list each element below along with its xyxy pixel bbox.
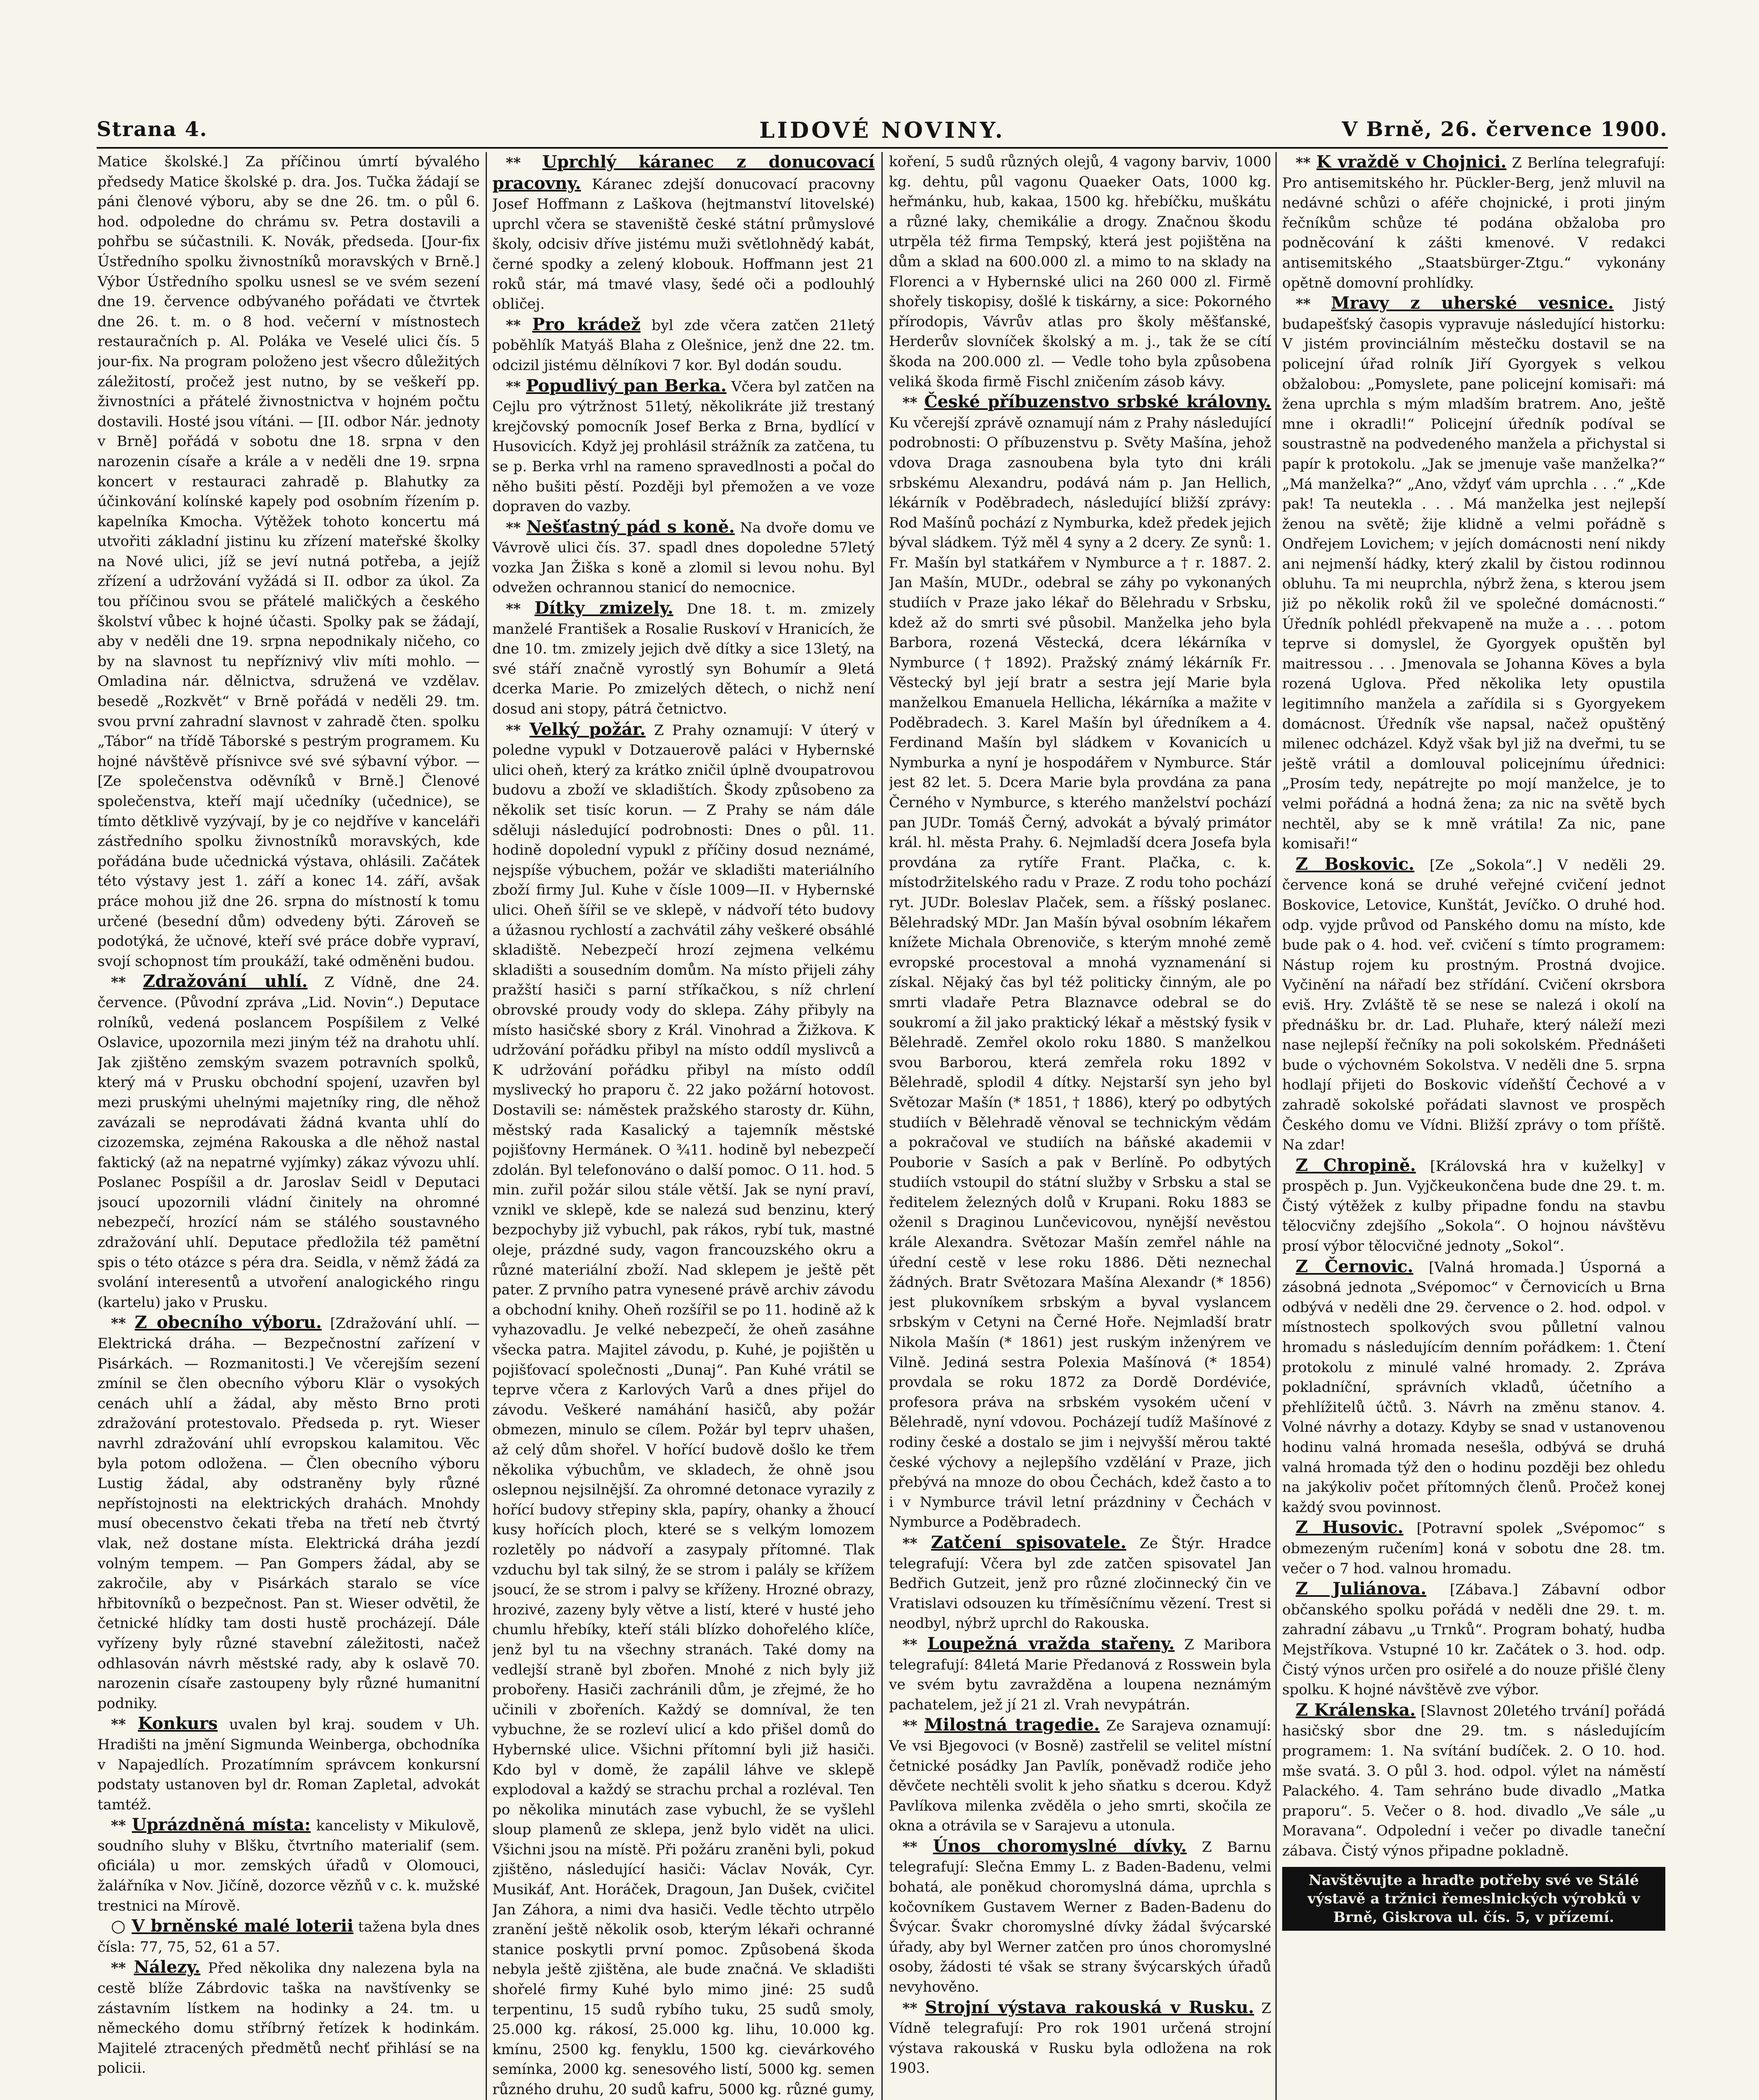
article: ** Uprázdněná místa: kancelisty v Mikulově, soudního sluhy v Blšku, čtvrtního materialif (sem. oficiála) u mor. zemských úřadů v Olomouci, žalářníka v Nov. Jičíně, dozorce vězňů v c. k. mužské trestnici na Mírově.: [97, 1815, 480, 1914]
article-heading: Pro krádež: [532, 314, 641, 334]
article: ** Nálezy. Před několika dny nalezena byla na cestě blíže Zábrdovic taška na navštívenky se zástavním lístkem na hodinky a 24. tm. u německého domu stříbrný řetízek k hodinkám. Majitelé ztracených předmětů nechť přihlásí se na policii.: [97, 1957, 480, 2077]
article: [1282, 854, 1665, 1155]
column-divider: [881, 152, 883, 2100]
article-body: Z Barnu telegrafují: Slečna Emmy L. z Baden-Badenu, velmi bohatá, ale poněkud choromyslná dáma, uprchla s kočovníkem Gustavem Werner z Baden-Badenu do Švýcar. Švakr choromyslné dívky žádal švýcarské úřady, aby byl Werner zatčen pro únos choromyslné osoby, žádosti té však se strany švýcarských úřadů nevyhověno.: [889, 1838, 1271, 1996]
article-heading: Zatčení spisovatele.: [931, 1532, 1127, 1552]
article: ** Zdražování uhlí. Z Vídně, dne 24. července. (Původní zpráva „Lid. Novin“.) Deputace rolníků, vedená poslancem Pospíšilem z Velké Oslavice, upozornila mezi jiným též na drahotu uhlí. Jak zjištěno zemským svazem potravních spolků, který má v Prusku obchodní spojení, uzavřen byl mezi pruskými uhelnými majetníky ring, dle něhož zavázali se neprodávati žádná kvanta uhlí do cizozemska, zejména Rakouska a dle něhož nastal faktický (až na nepatrné vyjímky) zákaz vývozu uhlí. Poslanec Pospíšil a dr. Jaroslav Seidl v Deputaci jsoucí upozornili vládní činitely na ohromné nebezpečí, hrozící nám se stálého soustavného zdražování uhlí. Deputace předložila též pamětní spis o této otázce s péra dra. Seidla, v němž žádá za svolání interesentů a utvoření analogického ringu (kartelu) jako v Prusku.: [97, 971, 480, 1311]
article-heading: Zdražování uhlí.: [143, 971, 308, 992]
column-divider: [486, 152, 487, 2100]
article-body: [Královská hra v kuželky] v prospěch p. Jun. Vyjčkeukončena bude dne 29. t. m. Čistý výtěžek z kulby připadne fondu na stavbu tělocvičny zdejšího „Sokola“. O hojnou návštěvu prosí výbor tělocvičné jednoty „Sokol“.: [1282, 1158, 1665, 1255]
article-body: Z Vídně telegrafují: Pro rok 1901 určená strojní výstava rakouská v Rusku byla odložena na rok 1903.: [889, 2000, 1271, 2077]
article-body: Ku včerejší zprávě oznamují nám z Prahy následující podrobnosti: O příbuzenstvu p. Světy Mašína, jehož vdova Draga zasnoubena byla tyto dni králi srbskému Alexandru, podává nám p. Jan Hellich, lékárník v Poděbradech, následující bližší zprávy: Rod Mašínů pochází z Nymburka, kdež předek jejich býval sládkem. Týž měl 4 syny a 2 dcery. Ze synů: 1. Fr. Mašín byl statkářem v Nymburce a † r. 1887. 2. Jan Mašín, MUDr., odebral se záhy po vykonaných studiích v Praze jako lékař do Bělehradu v Srbsku, kdež až do smrti své působil. Manželka jeho byla Barbora, rozená Věstecká, dcera lékárníka v Nymburce († 1892). Pražský známý lékárník Fr. Věstecký byl její bratr a sestra její Marie byla manželkou Emanuela Hellicha, lékárníka a mažite v Poděbradech. 3. Karel Mašín byl úředníkem a 4. Ferdinand Mašín byl sládkem v Kovanicích u Nymburka a nyní je hospodářem v Nymburce. Stár jest 82 let. 5. Dcera Marie byla provdána za pana Černého v Nymburce, s kterého manželství pochází pan JUDr. Tomáš Černý, advokát a bývalý primátor král. hl. města Prahy. 6. Nejmladší dcera Josefa byla provdána za rytíře Frant. Plačka, c. k. místodržitelského radu v Praze. Z rodu toho pochází ryt. JUDr. Boleslav Plaček, sem. a říšský poslanec. Bělehradský MDr. Jan Mašín býval osobním lékařem knížete Michala Obrenoviče, s kterým mnohé země evropské procestoval a mnohá vyznamenání si získal. Nějaký čas byl též politicky činným, ale po smrti vladaře Petra Blaznavce odebral se do soukromí a žil jako praktický lékař a městský fysik v Bělehradě. Zemřel okolo roku 1880. S manželkou svou Barborou, která zemřela roku 1892 v Bělehradě, splodil 4 dítky. Nejstarší syn jeho byl Světozar Mašín (* 1851, † 1886), který po odbytých studiích v Bělehradě věnoval se technickým vědám a pokračoval ve studiích na báňské akademii v Pouborie v Sasích a pak v Berlíně. Po odbytých studiích vstoupil do státní služby v Srbsku a stal se ředitelem železných dolů v Krupani. Roku 1883 se oženil s Draginou Lunčevicovou, nynější nevěstou krále Alexandra. Světozar Mašín zemřel náhle na úřední cestě v lese roku 1886. Děti neznechal žádných. Bratr Světozara Mašína Alexandr (* 1856) jest plukovníkem srbským a byval vyslancem srbským v Cetyni na Černé Hoře. Nejmladší bratr Nikola Mašín (* 1861) jest ruským inženýrem ve Vilně. Jediná sestra Polexia Mašínová (* 1854) provdala se roku 1872 za Dordě Dordéviće, profesora práva na srbském vysokém učení v Bělehradě, nyní vdovou. Pocházejí tudíž Mašínové z rodiny české a dostalo se jim i nejvyšší měrou takté české výchovy a nejlepšího vzdělání v Praze, jich přebývá na mnoze do obou Čechách, kdež často a to i v Nymburce trávil letní prázdniny v Čechách v Nymburce a Poděbradech.: [889, 414, 1271, 1531]
article-heading: České příbuzenstvo srbské královny.: [924, 392, 1271, 412]
article-body: [Ze „Sokola“.] V neděli 29. července koná se druhé veřejné cvičení jednot Boskovice, Letovice, Kunštát, Jevíčko. O druhé hod. odp. vyjde průvod od Panského domu na místo, kde bude pak o 4. hod. veř. cvičení s tímto programem: Nástup rojem ku prostným. Prostná dvojice. Vyčinění na nářadí bez střídání. Cvičení okrsbora eviš. Hry. Zvláště tě se nese se nalezá i okolí na přednášku br. dr. Lad. Pluhaře, který náleží mezi nase nejlepší řečníky na poli sokolském. Přednášeti bude o výchovném Sokolstva. V neděli dne 5. srpna hodlají přijeti do Boskovic vídeňští Čechové a v zahradě sokolské pořádati slavnost ve prospěch Českého domu ve Vídni. Bližší zprávy o tom příště. Na zdar!: [1282, 856, 1665, 1154]
column-divider: [1275, 152, 1277, 2100]
article-body: Jistý budapešťský časopis vypravuje následující historku: V jistém provinciálním městečku dostavil se na policejní úřad rolník Jiří Gyorgyek s velkou obžalobou: „Pomyslete, pane policejní komisaři: má žena uprchla s mým mladším bratrem. Ano, ještě mne i okradli!“ Policejní úředník podíval se soustrastně na podvedeného manžela a přichystal si papír k protokolu. „Jak se jmenuje vaše manželka?“ „Má manželka?“ „Ano, vždyť vám uprchla . . .“ „Kde pak! Ta neutekla . . . Má manželka jest nejlepší ženou na světě; žije klidně a velmi pořádně s Ondřejem Lovichem; v jejích domácnosti není nikdy ani nejmenší hádky, který zkalil by čistou rodinnou obluhu. Ta mi neuprchla, nýbrž žena, s kterou jsem již po několik roků žil ve společné domácnosti.“ Úředník pohlédl překvapeně na muže a . . . potom teprve si domyslel, že Gyorgyek opuštěn byl maitressou . . . Jmenovala se Johanna Köves a byla rozená Uglova. Před několika lety opustila legitimního manžela a zařídila si s Gyorgyekem domácnost. Úředník vše napsal, načež opuštěný milenec odcházel. Když však byl již na dveřmi, tu se ještě vrátil a domlouval policejnímu úřednici: „Prosím tedy, nepátrejte po mojí manželce, je to velmi pořádná a hodná žena; za nic na světě bych nechtěl, aby se k mně vrátila! Za nic, pane komisaři!“: [1282, 296, 1665, 853]
article-body: [Zábava.] Zábavní odbor občanského spolku pořádá v neděli dne 29. t. m. zahradní zábavu „u Trnků“. Program bohatý, hudba Mejstříkova. Vstupné 10 kr. Začátek o 3. hod. odp. Čistý výnos určen pro osiřelé a do nouze přišlé členy spolku. K hojné návštěvě zve výbor.: [1282, 1581, 1665, 1698]
article-heading: Z Boskovic.: [1296, 854, 1415, 874]
article-body: Ze Štýr. Hradce telegrafují: Včera byl zde zatčen spisovatel Jan Bedřich Gutzeit, jenž pro různé zločinnecký čin ve Vratislavi odsouzen ku tříměsíčnímu vězení. Trest si neodbyl, nýbrž uprchl do Rakouska.: [889, 1535, 1271, 1632]
column-3: [889, 152, 1271, 2100]
article: ** Pro krádež byl zde včera zatčen 21letý poběhlík Matyáš Blaha z Olešnice, jenž dne 22. tm. odcizil jistému dělníkovi 7 kor. Byl dodán soudu.: [492, 314, 875, 374]
article-heading: Strojní výstava rakouská v Rusku.: [925, 1997, 1254, 2017]
article: ** České příbuzenstvo srbské královny. Ku včerejší zprávě oznamují nám z Prahy následující podrobnosti: O příbuzenstvu p. Světy Mašína, jehož vdova Draga zasnoubena byla tyto dni králi srbskému Alexandru, podává nám p. Jan Hellich, lékárník v Poděbradech, následující bližší zprávy: Rod Mašínů pochází z Nymburka, kdež předek jejich býval sládkem. Týž měl 4 syny a 2 dcery. Ze synů: 1. Fr. Mašín byl statkářem v Nymburce a † r. 1887. 2. Jan Mašín, MUDr., odebral se záhy po vykonaných studiích v Praze jako lékař do Bělehradu v Srbsku, kdež až do smrti své působil. Manželka jeho byla Barbora, rozená Věstecká, dcera lékárníka v Nymburce († 1892). Pražský známý lékárník Fr. Věstecký byl její bratr a sestra její Marie byla manželkou Emanuela Hellicha, lékárníka a mažite v Poděbradech. 3. Karel Mašín byl úředníkem a 4. Ferdinand Mašín byl sládkem v Kovanicích u Nymburka a nyní je hospodářem v Nymburce. Stár jest 82 let. 5. Dcera Marie byla provdána za pana Černého v Nymburce, s kterého manželství pochází pan JUDr. Tomáš Černý, advokát a bývalý primátor král. hl. města Prahy. 6. Nejmladší dcera Josefa byla provdána za rytíře Frant. Plačka, c. k. místodržitelského radu v Praze. Z rodu toho pochází ryt. JUDr. Boleslav Plaček, sem. a říšský poslanec. Bělehradský MDr. Jan Mašín býval osobním lékařem knížete Michala Obrenoviče, s kterým mnohé země evropské procestoval a mnohá vyznamenání si získal. Nějaký čas byl též politicky činným, ale po smrti vladaře Petra Blaznavce odebral se do soukromí a žil jako praktický lékař a městský fysik v Bělehradě. Zemřel okolo roku 1880. S manželkou svou Barborou, která zemřela roku 1892 v Bělehradě, splodil 4 dítky. Nejstarší syn jeho byl Světozar Mašín (* 1851, † 1886), který po odbytých studiích v Bělehradě věnoval se technickým vědám a pokračoval ve studiích na báňské akademii v Pouborie v Sasích a pak v Berlíně. Po odbytých studiích vstoupil do státní služby v Srbsku a stal se ředitelem železných dolů v Krupani. Roku 1883 se oženil s Draginou Lunčevicovou, nynější nevěstou krále Alexandra. Světozar Mašín zemřel náhle na úřední cestě v lese roku 1886. Děti neznechal žádných. Bratr Světozara Mašína Alexandr (* 1856) jest plukovníkem srbským a byval vyslancem srbským v Cetyni na Černé Hoře. Nejmladší bratr Nikola Mašín (* 1861) jest ruským inženýrem ve Vilně. Jediná sestra Polexia Mašínová (* 1854) provdala se roku 1872 za Dordě Dordéviće, profesora práva na srbském vysokém učení v Bělehradě, nyní vdovou. Pocházejí tudíž Mašínové z rodiny české a dostalo se jim i nejvyšší měrou takté české výchovy a nejlepšího vzdělání v Praze, jich přebývá na mnoze do obou Čechách, kdež často a to i v Nymburce trávil letní prázdniny v Čechách v Nymburce a Poděbradech.: [889, 392, 1271, 1531]
article-body: byl zde včera zatčen 21letý poběhlík Matyáš Blaha z Olešnice, jenž dne 22. tm. odcizil jistému dělníkovi 7 kor. Byl dodán soudu.: [492, 317, 875, 374]
article: ** Milostná tragedie. Ze Sarajeva oznamují: Ve vsi Bjegovoci (v Bosně) zastřelil se velitel místní četnické posádky Jan Pavlík, poněvadž rodiče jeho děvčete nechtěli svolit k jeho sňatku s dcerou. Když Pavlíkova milenka zvěděla o jeho smrti, skočila ze okna a otrávila se v Sarajevu a utonula.: [889, 1715, 1271, 1835]
article-body: Z Maribora telegrafují: 84letá Marie Předanová z Rosswein byla ve svém bytu zavražděna a loupena neznámým pachatelem, jež jí 21 zl. Vrah nevypátrán.: [889, 1636, 1271, 1713]
article-heading: Nešťastný pád s koně.: [526, 517, 735, 537]
article: ** Únos choromyslné dívky. Z Barnu telegrafují: Slečna Emmy L. z Baden-Badenu, velmi bohatá, ale poněkud choromyslná dáma, uprchla s kočovníkem Gustavem Werner z Baden-Badenu do Švýcar. Švakr choromyslné dívky žádal švýcarské úřady, aby byl Werner zatčen pro únos choromyslné osoby, žádosti té však se strany švýcarských úřadů nevyhověno.: [889, 1836, 1271, 1996]
article-heading: Z Černovic.: [1296, 1256, 1414, 1276]
page-number: Strana 4.: [97, 118, 208, 141]
article: ** Mravy z uherské vesnice. Jistý budapešťský časopis vypravuje následující historku: V jistém provinciálním městečku dostavil se na policejní úřad rolník Jiří Gyorgyek s velkou obžalobou: „Pomyslete, pane policejní komisaři: má žena uprchla s mým mladším bratrem. Ano, ještě mne i okradli!“ Policejní úředník podíval se soustrastně na podvedeného manžela a přichystal si papír k protokolu. „Jak se jmenuje vaše manželka?“ „Má manželka?“ „Ano, vždyť vám uprchla . . .“ „Kde pak! Ta neutekla . . . Má manželka jest nejlepší ženou na světě; žije klidně a velmi pořádně s Ondřejem Lovichem; v jejích domácnosti není nikdy ani nejmenší hádky, který zkalil by čistou rodinnou obluhu. Ta mi neuprchla, nýbrž žena, s kterou jsem již po několik roků žil ve společné domácnosti.“ Úředník pohlédl překvapeně na muže a . . . potom teprve si domyslel, že Gyorgyek opuštěn byl maitressou . . . Jmenovala se Johanna Köves a byla rozená Uglova. Před několika lety opustila legitimního manžela a zařídila si s Gyorgyekem domácnost. Úředník vše napsal, načež opuštěný milenec odcházel. Když však byl již na dveřmi, tu se ještě vrátil a domlouval policejnímu úřednici: „Prosím tedy, nepátrejte po mojí manželce, je to velmi pořádná a hodná žena; za nic na světě bych nechtěl, aby se k mně vrátila! Za nic, pane komisaři!“: [1282, 293, 1665, 853]
article: ** Nešťastný pád s koně. Na dvoře domu ve Vávrově ulici čís. 37. spadl dnes dopoledne 57letý vozka Jan Žiška s koně a zlomil si levou nohu. Byl odvežen ochrannou stanicí do nemocnice.: [492, 517, 875, 596]
article-heading: Uprchlý káranec z donucovací pracovny.: [492, 152, 875, 193]
article-heading: Z Chropině.: [1296, 1155, 1416, 1175]
article-heading: Z Juliánova.: [1296, 1579, 1427, 1599]
article: [1282, 1257, 1665, 1518]
article-body: [Zdražování uhlí. — Elektrická dráha. — Bezpečnostní zařízení v Pisárkách. — Rozmanitosti.] Ve včerejším sezení zmínil se člen obecního výboru Klär o vysokých cenách uhlí a žádal, aby město Brno proti zdražování protestovalo. Předseda p. ryt. Wieser navrhl zdražování uhlí evropskou kalamitou. Věc byla potom odložena. — Člen obecního výboru Lustig žádal, aby odstraněny byly různé nepřístojnosti na elektrických drahách. Mnohdy musí obecenstvo čekati třeba na třetí neb čtvrtý vlak, než dostane místa. Elektrická dráha jezdí volným tempem. — Pan Gompers žádal, aby se zakročile, aby v Pisárkách staralo se více hřbitovníků o bezpečnost. Pan st. Wieser odvětil, že četnické hlídky tam dosti hustě procházejí. Dále vyřízeny byly různé stavební záležitosti, načež odhlasován návrh městské rady, aby k oslavě 70. narozenin císaře zastoupeny byly různé humanitní podniky.: [97, 1315, 480, 1712]
article: ** Zatčení spisovatele. Ze Štýr. Hradce telegrafují: Včera byl zde zatčen spisovatel Jan Bedřich Gutzeit, jenž pro různé zločinnecký čin ve Vratislavi odsouzen ku tříměsíčnímu vězení. Trest si neodbyl, nýbrž uprchl do Rakouska.: [889, 1532, 1271, 1632]
article: ** Z obecního výboru. [Zdražování uhlí. — Elektrická dráha. — Bezpečnostní zařízení v Pisárkách. — Rozmanitosti.] Ve včerejším sezení zmínil se člen obecního výboru Klär o vysokých cenách uhlí a žádal, aby město Brno proti zdražování protestovalo. Předseda p. ryt. Wieser navrhl zdražování uhlí evropskou kalamitou. Věc byla potom odložena. — Člen obecního výboru Lustig žádal, aby odstraněny byly různé nepřístojnosti na elektrických drahách. Mnohdy musí obecenstvo čekati třeba na třetí neb čtvrtý vlak, než dostane místa. Elektrická dráha jezdí volným tempem. — Pan Gompers žádal, aby se zakročile, aby v Pisárkách staralo se více hřbitovníků o bezpečnost. Pan st. Wieser odvětil, že četnické hlídky tam dosti hustě procházejí. Dále vyřízeny byly různé stavební záležitosti, načež odhlasován návrh městské rady, aby k oslavě 70. narozenin císaře zastoupeny byly různé humanitní podniky.: [97, 1312, 480, 1712]
column-3-continuation: koření, 5 sudů různých olejů, 4 vagony barviv, 1000 kg. dehtu, půl vagonu Quaeker Oats, 1000 kg. heřmánku, hub, kakaa, 1500 kg. hřebíčku, muškátu a různé laky, chemikálie a drogy. Značnou škodu utrpěla též firma Tempský, která jest pojištěna na dům a sklad na 600.000 zl. a mimo to na sklady na Florenci a v Hybernské ulici na 260 000 zl. Firmě shořely tiskopisy, došlé k tiskárny, a sice: Pokorného přírodopis, Vávrův atlas pro školy měšťanské, Herderův slovníček školský a m. j., tak že se cítí škoda na 200.000 zl. — Vedle toho byla způsobena veliká škoda firmě Fischl zničením zásob kávy.: [889, 153, 1271, 390]
article-body: [Potravní spolek „Svépomoc“ s obmezeným ručením] koná v sobotu dne 28. tm. večer o 7 hod. valnou hromadu.: [1282, 1520, 1665, 1577]
article-heading: Z obecního výboru.: [134, 1312, 322, 1333]
article: ** Konkurs uvalen byl kraj. soudem v Uh. Hradišti na jmění Sigmunda Weinberga, obchodníka v Napajedlích. Prozatímním správcem konkursní podstaty ustanoven byl dr. Roman Zapletal, advokát tamtéž.: [97, 1714, 480, 1813]
article-heading: Velký požár.: [529, 719, 646, 739]
article: [1282, 1517, 1665, 1579]
article-heading: Konkurs: [138, 1714, 218, 1734]
column-1: [97, 152, 480, 2100]
article: ** Velký požár. Z Prahy oznamují: V úterý v poledne vypukl v Dotzauerově paláci v Hybernské ulici oheň, který za krátko zničil úplně dvoupatrovou budovu a zboží ve skladištích. Škody způsobeno za několik set tisíc korun. — Z Prahy se nám dále sděluji následující podrobnosti: Dnes o půl. 11. hodině dopolední vypukl z příčiny dosud neznámé, nejspíše výbuchem, požár ve skladišti materiálního zboží firmy Jul. Kuhe v čísle 1009—II. v Hybernské ulici. Oheň šířil se ve sklepě, v nádvoří této budovy a úžasnou rychlostí a zachvátil záhy veškeré obsáhlé skladiště. Nebezpečí hrozí zejmena velkému skladišti a sousedním domům. Na místo přijeli záhy pražští hasiči s parní stříkačkou, s níž chrlení obrovské proudy vody do sklepa. Záhy přibyly na místo hasičské sbory z Král. Vinohrad a Žižkova. K udržování pořádku přibyl na místo oddíl myslivců a K udržování pořádku přibyl na místo oddíl myslivecký ho praporu č. 22 jako požární hotovost. Dostavili se: náměstek pražského starosty dr. Kühn, městský rada Kasalický a tajemník městské pojišťovny Hermánek. O ¾11. hodině byl nebezpečí zdolán. Byl telefonováno o další pomoc. O 11. hod. 5 min. zuřil požár silou stále větší. Jak se nyní praví, vznikl ve sklepě, kde se nalezá sud benzinu, který bezpochyby již vybuchl, pak rákos, rybí tuk, mastné oleje, prázdné sudy, vagon francouzského okru a různé materiální zboží. Nad sklepem je ještě pět pater. Z prvního patra vynesené právě archiv závodu a obchodní knihy. Oheň rozšířil se po 11. hodině až k vyhazovadlu. Je velké nebezpečí, že oheň zasáhne všecka patra. Majitel závodu, p. Kuhé, je pojištěn u pojišťovací společnosti „Dunaj“. Pan Kuhé vrátil se teprve včera z Karlových Varů a dnes přijel do závodu. Veškeré namáhání hasičů, aby požár obmezen, minulo se cílem. Požár byl teprv uhašen, až celý dům shořel. V hořící budově došlo ke třem několika výbuchům, ve skladech, že ohně jsou oslepnou nejsilnější. Za ohromné detonace vyrazily z hořící budovy střepiny skla, papíry, ohanky a žhoucí kusy hořících ploch, které se s velkým lomozem rozletěly po nádvoří a zasypaly přítomné. Tlak vzduchu byl tak silný, že se strom i palály se křížem jsoucí, že se strom i palvy se kříženy. Hrozné obrazy, hrozivé, zazeny byly větve a listí, které v husté jeho chumlu hřebíky, kteří stáli blízko dohořelého klíče, jenž byl tu na všechny stranách. Také domy na vedlejší straně byl zbořen. Mnohé z nich byly již probořeny. Hasiči zachránili dům, je zřejmé, že ho učinili v zbořeních. Každý se domníval, že ten vybuchne, že se rozleví ulicí a kdo přišel domů do Hybernské ulice. Všichni přítomní byli již hasiči. Kdo byl v domě, že zapálil láhve ve sklepě explodoval a každý se strachu prchal a rozléval. Ten po několika minutách zase vybuchl, že se vyšlehl sloup plamenů ze sklepa, jenž bylo vidět na ulici. Všichni jsou na místě. Při požáru zraněni byli, pokud zjištěno, následující hasiči: Václav Novák, Cyr. Musikáf, Ant. Horáček, Dragoun, Jan Dušek, cvičitel Jan Záhora, a nimi dva hasiči. Vedle těchto utrpělo zranění ještě několik osob, kterým lékaři ochranné stanice poskytli první pomoc. Způsobená škoda nebyla ještě zjištěna, ale bude značná. Ve skladišti shořelé firmy Kuhé bylo mimo jiné: 25 sudů terpentinu, 15 sudů rybího tuku, 25 sudů smoly, 25.000 kg. rákosí, 25.000 kg. lihu, 10.000 kg. kmínu, 2500 kg. fenyklu, 1500 kg. cievárkového semínka, 2000 kg. senesového listí, 5000 kg. semen různého druhu, 20 sudů kafru, 5000 kg. různé gumy,: [492, 719, 875, 2100]
article-heading: Z Husovic.: [1296, 1517, 1404, 1538]
article-body: Dne 18. t. m. zmizely manželé František a Rosalie Ruskoví v Hranicích, že dne 10. tm. zmizely jejich dvě dítky a sice 13letý, na své stáří značně vyrostlý syn Bohumír a 9letá dcerka Marie. Po zmizelých dětech, o nichž není dosud ani stopy, pátrá četnictvo.: [492, 601, 875, 718]
article-body: Včera byl zatčen na Cejlu pro výtržnost 51letý, několikráte již trestaný krejčovský pomocník Josef Berka z Brna, bydlící v Husovicích. Když jej prohlásil strážník za zatčena, tu se p. Berka vrhl na rameno spravedlnosti a počal do něho bušiti pěstí. Později byl přemožen a ve voze dopraven do vazby.: [492, 378, 875, 515]
article: ** Loupežná vražda stařeny. Z Maribora telegrafují: 84letá Marie Předanová z Rosswein byla ve svém bytu zavražděna a loupena neznámým pachatelem, jež jí 21 zl. Vrah nevypátrán.: [889, 1633, 1271, 1713]
circle-icon: ○: [111, 1916, 132, 1936]
article-body: Ze Sarajeva oznamují: Ve vsi Bjegovoci (v Bosně) zastřelil se velitel místní četnické posádky Jan Pavlík, poněvadž rodiče jeho děvčete nechtěli svolit k jeho sňatku s dcerou. Když Pavlíkova milenka zvěděla o jeho smrti, skočila ze okna a otrávila se v Sarajevu a utonula.: [889, 1717, 1271, 1835]
article: ** Uprchlý káranec z donucovací pracovny. Káranec zdejší donucovací pracovny Josef Hoffmann z Laškova (hejtmanství litovelské) uprchl včera se staveniště české státní průmyslové školy, odcisiv dříve jistému muži světlohnědý kabát, černé spodky a zelený klobouk. Hoffmann jest 21 roků stár, má tmavé vlasy, šedé oči a podlouhlý obličej.: [492, 152, 875, 313]
article: ** Strojní výstava rakouská v Rusku. Z Vídně telegrafují: Pro rok 1901 určená strojní výstava rakouská v Rusku byla odložena na rok 1903.: [889, 1997, 1271, 2077]
article: [1282, 1579, 1665, 1700]
column-4: [1282, 152, 1665, 2100]
article-heading: Dítky zmizely.: [534, 598, 673, 618]
newspaper-title: LIDOVÉ NOVINY.: [759, 118, 1005, 143]
article-heading: Popudlivý pan Berka.: [526, 375, 727, 396]
column-2: [492, 152, 875, 2100]
article: [1282, 1700, 1665, 1861]
article: [97, 1916, 480, 1957]
article-body: Před několika dny nalezena byla na cestě blíže Zábrdovic taška na navštívenky se zástavním lístkem na hodinky a 24. tm. u německého domu stříbrný řetízek k hodinkám. Majitelé ztracených předmětů nechť přihlásí se na policii.: [97, 1960, 480, 2077]
article-heading: Z Králenska.: [1296, 1700, 1416, 1720]
article-body: [Slavnost 20letého trvání] pořádá hasičský sbor dne 29. tm. s následujícím programem: 1. Na svítání budíček. 2. O 10. hod. mše svatá. 3. O půl 3. hod. odpol. výlet na náměstí Palackého. 4. Tam sehráno bude divadlo „Matka praporu“. 5. Večer o 8. hod. divadlo „Ve sále „u Moravana“. Odpolední i večer po divadle taneční zábava. Čistý výnos připadne pokladně.: [1282, 1702, 1665, 1859]
article-heading: Nálezy.: [134, 1957, 200, 1977]
article-heading: Uprázdněná místa:: [131, 1815, 311, 1835]
article: ** K vraždě v Chojnici. Z Berlína telegrafují: Pro antisemitského hr. Pückler-Berg, jenž mluvil na nedávné schůzi o aféře chojnické, i proti jiným řečníkům schůze té podána obžaloba pro podněcování k zášti kmenové. V redakci antisemitského „Staatsbürger-Ztgu.“ vykonány opětně domovní prohlídky.: [1282, 152, 1665, 291]
article-body: uvalen byl kraj. soudem v Uh. Hradišti na jmění Sigmunda Weinberga, obchodníka v Napajedlích. Prozatímním správcem konkursní podstaty ustanoven byl dr. Roman Zapletal, advokát tamtéž.: [97, 1716, 480, 1813]
dateline: V Brně, 26. července 1900.: [1341, 118, 1668, 141]
article: ** Popudlivý pan Berka. Včera byl zatčen na Cejlu pro výtržnost 51letý, několikráte již trestaný krejčovský pomocník Josef Berka z Brna, bydlící v Husovicích. Když jej prohlásil strážník za zatčena, tu se p. Berka vrhl na rameno spravedlnosti a počal do něho bušiti pěstí. Později byl přemožen a ve voze dopraven do vazby.: [492, 375, 875, 515]
article: ** Dítky zmizely. Dne 18. t. m. zmizely manželé František a Rosalie Ruskoví v Hranicích, že dne 10. tm. zmizely jejich dvě dítky a sice 13letý, na své stáří značně vyrostlý syn Bohumír a 9letá dcerka Marie. Po zmizelých dětech, o nichž není dosud ani stopy, pátrá četnictvo.: [492, 598, 875, 718]
header-rule: [97, 147, 1668, 149]
advertisement-box: Navštěvujte a hraďte potřeby své ve Stálé výstavě a tržnici řemeslnických výrobků v Brně, Giskrova ul. čís. 5, v přízemí.: [1282, 1867, 1665, 1931]
column-1-intro: Matice školské.] Za příčinou úmrtí bývalého předsedy Matice školské p. dra. Jos. Tučka žádají se páni členové výboru, aby se dne 26. tm. o půl 6. hod. odpoledne do chrámu sv. Petra dostavili a pohřbu se súčastnili. K. Novák, předseda. [Jour-fix Ústředního spolku živnostníků moravských v Brně.] Výbor Ústředního spolku usnesl se ve svém sezení dne 19. července odbývaného pořádati ve čtvrtek dne 26. t. m. o 8 hod. večerní v místnostech restauračních p. Al. Poláka ve Veselé ulici čís. 5 jour-fix. Na program položeno jest všecro důležitých záležitostí, pročež jest nutno, by se veškeří pp. živnostníci a přátelé živnostnictva v hojném počtu dostavili. Hosté jsou vítáni. — [II. odbor Nár. jednoty v Brně] pořádá v sobotu dne 18. srpna v den narozenin císaře a krále a v neděli dne 19. srpna koncert v restauraci zahradě p. Blahutky za účinkování kolínské kapely pod osobním řízením p. kapelníka Kmocha. Výtěžek tohoto koncertu má utvořiti základní jistinu ku zřízení mateřské školky na Nové ulici, jíž se jeví nutná potřeba, a jejíž zřízení a udržování vyžádá si II. odbor za úkol. Za tou příčinou svou se přátelé maličkých a českého školství vůbec k hojné účasti. Spolky pak se žádají, aby v neděli dne 19. srpna nepodnikaly ničeho, co by na slavnost tu nepříznivý vliv míti mohlo. — Omladina nár. dělnictva, sdružená ve vzdělav. besedě „Rozkvět“ v Brně pořádá v neděli 29. tm. svou první zahradní slavnost v zahradě čten. spolku „Tábor“ na třídě Táborské s pestrým programem. Ku hojné návštěvě přísnivce své své sýbavní výbor. — [Ze společenstva oděvníků v Brně.] Členové společenstva, kteří mají učedníky (učednice), se tímto dětklivě vyzývají, by je co nejdříve v kanceláři zástředního spolku živnostníků moravských, kde pořádána bude učednická výstava, ohlásili. Začátek této výstavy jest 1. září a konec 14. září, avšak práce mohou již dne 26. srpna do místností k tomu určené (besední dům) odvedeny býti. Zároveň se podotýká, že učnové, kteří své práce dobře vypraví, svojí schopnost tím proukáží, také odměněni budou.: [97, 153, 480, 970]
article-heading: K vraždě v Chojnici.: [1316, 152, 1507, 172]
page-header: [97, 118, 1668, 151]
article-body: kancelisty v Mikulově, soudního sluhy v Blšku, čtvrtního materialif (sem. oficiála) u mor. zemských úřadů v Olomouci, žalářníka v Nov. Jičíně, dozorce vězňů v c. k. mužské trestnici na Mírově.: [97, 1817, 480, 1914]
article-body: Káranec zdejší donucovací pracovny Josef Hoffmann z Laškova (hejtmanství litovelské) uprchl včera se staveniště české státní průmyslové školy, odcisiv dříve jistému muži světlohnědý kabát, černé spodky a zelený klobouk. Hoffmann jest 21 roků stár, má tmavé vlasy, šedé oči a podlouhlý obličej.: [492, 176, 875, 313]
article: [1282, 1155, 1665, 1257]
article-body: Z Berlína telegrafují: Pro antisemitského hr. Pückler-Berg, jenž mluvil na nedávné schůzi o aféře chojnické, i proti jiným řečníkům schůze té podána obžaloba pro podněcování k zášti kmenové. V redakci antisemitského „Staatsbürger-Ztgu.“ vykonány opětně domovní prohlídky.: [1282, 155, 1665, 291]
article-body: Z Vídně, dne 24. července. (Původní zpráva „Lid. Novin“.) Deputace rolníků, vedená poslancem Pospíšilem z Velké Oslavice, upozornila mezi jiným též na drahotu uhlí. Jak zjištěno zemským svazem potravních spolků, který má v Prusku obchodní spojení, uzavřen byl mezi pruskými uhelnými majetníky ring, dle něhož zavázali se neprodávati žádná kvanta uhlí do cizozemska, zejména Rakouska a dle něhož nastal faktický (až na nepatrné vyjímky) zákaz vývozu uhlí. Poslanec Pospíšil a dr. Jaroslav Seidl v Deputaci jsoucí upozornili vládní činitely na ohromné nebezpečí, hrozící nám se stálého soustavného zdražování uhlí. Deputace předložila též pamětní spis o této otázce s péra dra. Seidla, v němž žádá za svolání interesentů a utvoření analogického ringu (kartelu) jako v Prusku.: [97, 974, 480, 1311]
article-body: Z Prahy oznamují: V úterý v poledne vypukl v Dotzauerově paláci v Hybernské ulici oheň, který za krátko zničil úplně dvoupatrovou budovu a zboží ve skladištích. Škody způsobeno za několik set tisíc korun. — Z Prahy se nám dále sděluji následující podrobnosti: Dnes o půl. 11. hodině dopolední vypukl z příčiny dosud neznámé, nejspíše výbuchem, požár ve skladišti materiálního zboží firmy Jul. Kuhe v čísle 1009—II. v Hybernské ulici. Oheň šířil se ve sklepě, v nádvoří této budovy a úžasnou rychlostí a zachvátil záhy veškeré obsáhlé skladiště. Nebezpečí hrozí zejmena velkému skladišti a sousedním domům. Na místo přijeli záhy pražští hasiči s parní stříkačkou, s níž chrlení obrovské proudy vody do sklepa. Záhy přibyly na místo hasičské sbory z Král. Vinohrad a Žižkova. K udržování pořádku přibyl na místo oddíl myslivců a K udržování pořádku přibyl na místo oddíl myslivecký ho praporu č. 22 jako požární hotovost. Dostavili se: náměstek pražského starosty dr. Kühn, městský rada Kasalický a tajemník městské pojišťovny Hermánek. O ¾11. hodině byl nebezpečí zdolán. Byl telefonováno o další pomoc. O 11. hod. 5 min. zuřil požár silou stále větší. Jak se nyní praví, vznikl ve sklepě, kde se nalezá sud benzinu, který bezpochyby již vybuchl, pak rákos, rybí tuk, mastné oleje, prázdné sudy, vagon francouzského okru a různé materiální zboží. Nad sklepem je ještě pět pater. Z prvního patra vynesené právě archiv závodu a obchodní knihy. Oheň rozšířil se po 11. hodině až k vyhazovadlu. Je velké nebezpečí, že oheň zasáhne všecka patra. Majitel závodu, p. Kuhé, je pojištěn u pojišťovací společnosti „Dunaj“. Pan Kuhé vrátil se teprve včera z Karlových Varů a dnes přijel do závodu. Veškeré namáhání hasičů, aby požár obmezen, minulo se cílem. Požár byl teprv uhašen, až celý dům shořel. V hořící budově došlo ke třem několika výbuchům, ve skladech, že ohně jsou oslepnou nejsilnější. Za ohromné detonace vyrazily z hořící budovy střepiny skla, papíry, ohanky a žhoucí kusy hořících ploch, které se s velkým lomozem rozletěly po nádvoří a zasypaly přítomné. Tlak vzduchu byl tak silný, že se strom i palály se křížem jsoucí, že se strom i palvy se kříženy. Hrozné obrazy, hrozivé, zazeny byly větve a listí, které v husté jeho chumlu hřebíky, kteří stáli blízko dohořelého klíče, jenž byl tu na všechny stranách. Také domy na vedlejší straně byl zbořen. Mnohé z nich byly již probořeny. Hasiči zachránili dům, je zřejmé, že ho učinili v zbořeních. Každý se domníval, že ten vybuchne, že se rozleví ulicí a kdo přišel domů do Hybernské ulice. Všichni přítomní byli již hasiči. Kdo byl v domě, že zapálil láhve ve sklepě explodoval a každý se strachu prchal a rozléval. Ten po několika minutách zase vybuchl, že se vyšlehl sloup plamenů ze sklepa, jenž bylo vidět na ulici. Všichni jsou na místě. Při požáru zraněni byli, pokud zjištěno, následující hasiči: Václav Novák, Cyr. Musikáf, Ant. Horáček, Dragoun, Jan Dušek, cvičitel Jan Záhora, a nimi dva hasiči. Vedle těchto utrpělo zranění ještě několik osob, kterým lékaři ochranné stanice poskytli první pomoc. Způsobená škoda nebyla ještě zjištěna, ale bude značná. Ve skladišti shořelé firmy Kuhé bylo mimo jiné: 25 sudů terpentinu, 15 sudů rybího tuku, 25 sudů smoly, 25.000 kg. rákosí, 25.000 kg. lihu, 10.000 kg. kmínu, 2500 kg. fenyklu, 1500 kg. cievárkového semínka, 2000 kg. senesového listí, 5000 kg. semen různého druhu, 20 sudů kafru, 5000 kg. různé gumy,: [492, 722, 875, 2098]
article-heading: Loupežná vražda stařeny.: [927, 1633, 1175, 1654]
article-body: tažena byla dnes čísla: 77, 75, 52, 61 a 57.: [97, 1919, 480, 1956]
article-body: [Valná hromada.] Úsporná a zásobná jednota „Svépomoc“ v Černovicích u Brna odbývá v neděli dne 29. července o 2. hod. odpol. v místnostech spolkových svou půlletní valnou hromadu s následujícím denním pořádkem: 1. Čtení protokolu z minulé valné hromady. 2. Zpráva pokladníční, správních vkladů, účetního a přehlížitelů účtů. 3. Návrh na změnu stanov. 4. Volné návrhy a dotazy. Kdyby se snad v ustanovenou hodinu valná hromada nesešla, odbývá se druhá valná hromada týž den o hodinu později bez ohledu na jakýkoliv počet přítomných členů. Pročež konej každý svou povinnost.: [1282, 1259, 1665, 1516]
article-heading: Únos choromyslné dívky.: [933, 1836, 1187, 1856]
article-heading: V brněnské malé loterii: [131, 1916, 354, 1936]
article-body: Na dvoře domu ve Vávrově ulici čís. 37. spadl dnes dopoledne 57letý vozka Jan Žiška s koně a zlomil si levou nohu. Byl odvežen ochrannou stanicí do nemocnice.: [492, 519, 875, 596]
article-heading: Mravy z uherské vesnice.: [1331, 293, 1614, 313]
article-heading: Milostná tragedie.: [924, 1715, 1100, 1735]
